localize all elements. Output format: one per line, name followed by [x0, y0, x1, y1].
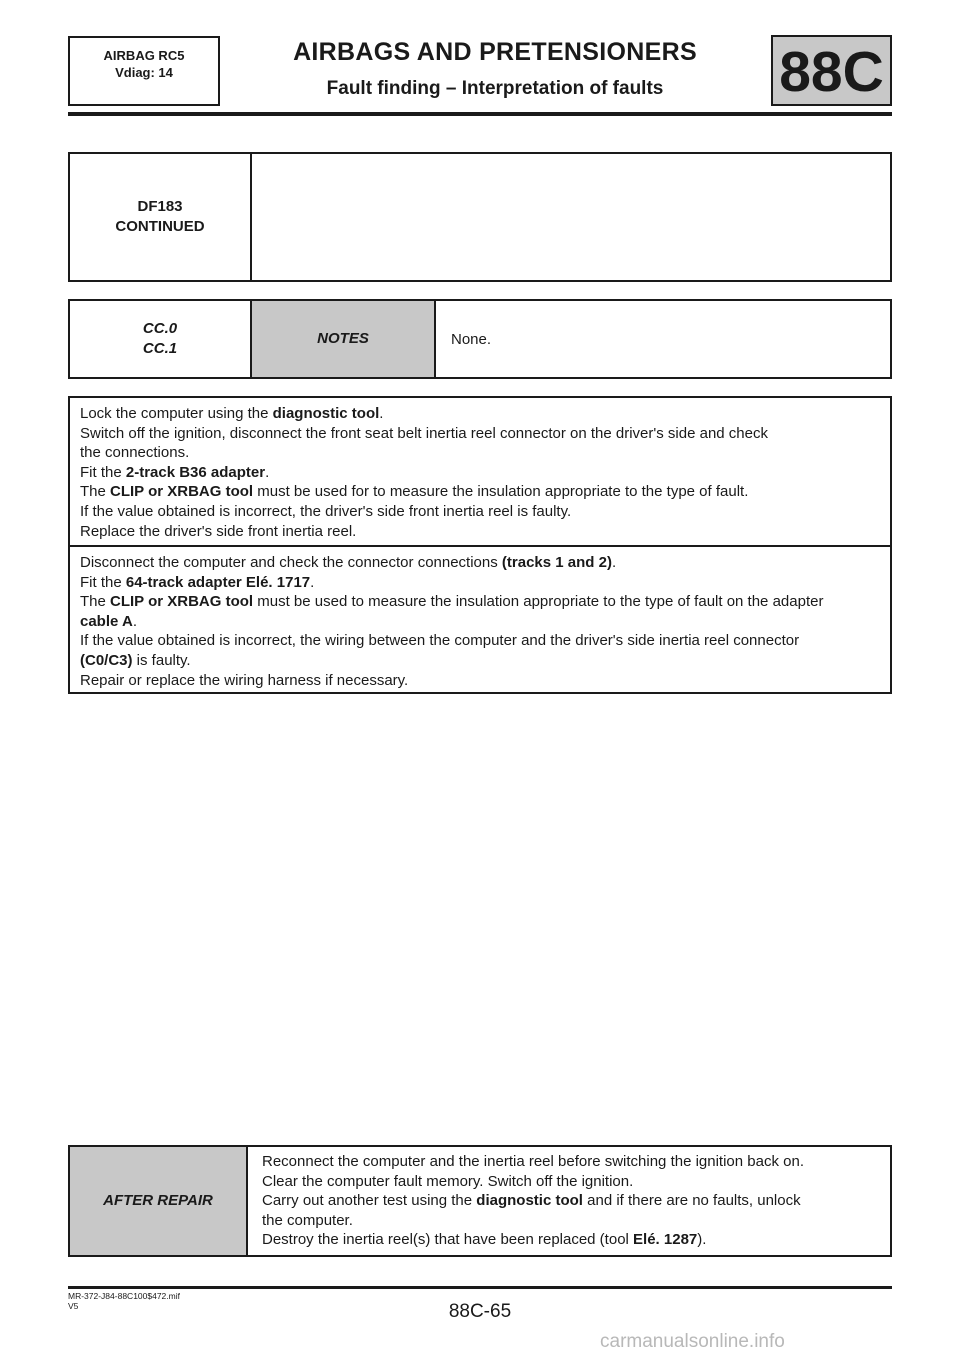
- header-vdiag: Vdiag: 14: [115, 65, 173, 80]
- text-run: Fit the: [80, 573, 126, 591]
- text-line: [262, 1211, 878, 1231]
- footer-file-ref: MR-372-J84-88C100$472.mif: [68, 1291, 180, 1301]
- text-run: If the value obtained is incorrect, the driver's side front inertia reel is faulty.: [80, 502, 572, 520]
- bold-term: diagnostic tool: [476, 1192, 583, 1210]
- text-run: Fit the: [80, 463, 126, 481]
- text-run: Clear the computer fault memory. Switch off the ignition.: [262, 1172, 634, 1190]
- procedure-step-1: [70, 397, 890, 548]
- text-line: [80, 424, 880, 444]
- text-run: .: [310, 573, 315, 591]
- header-rule: [68, 112, 892, 116]
- text-run: If the value obtained is incorrect, the wiring between the computer and the driver's side inertia reel connector: [80, 632, 800, 650]
- after-repair-label: AFTER REPAIR: [103, 1192, 213, 1210]
- fault-state-cell: [70, 301, 250, 377]
- text-line: [262, 1191, 878, 1211]
- text-run: Disconnect the computer and check the connector connections: [80, 554, 502, 571]
- text-run: The: [80, 593, 111, 611]
- text-line: [80, 502, 880, 522]
- page-title: AIRBAGS AND PRETENSIONERS: [293, 38, 697, 66]
- bold-term: 64-track adapter Elé. 1717: [125, 573, 311, 591]
- text-run: the computer.: [262, 1211, 353, 1229]
- text-run: Switch off the ignition, disconnect the front seat belt inertia reel connector on the driver's side and check: [80, 424, 768, 442]
- text-run: is faulty.: [132, 651, 191, 669]
- text-run: Carry out another test using the: [262, 1192, 477, 1210]
- text-run: Lock the computer using the: [80, 405, 273, 422]
- text-line: [80, 404, 880, 424]
- header-model-box: [68, 36, 220, 106]
- fault-state-2: CC.1: [142, 340, 178, 357]
- bold-term: Elé. 1287: [633, 1231, 698, 1249]
- fault-state-1: CC.0: [142, 320, 178, 338]
- procedure-step-2: [70, 546, 890, 697]
- after-repair-divider: [246, 1145, 248, 1257]
- text-run: must be used to measure the insulation appropriate to the type of fault on the adapter: [253, 593, 824, 611]
- text-line: [80, 631, 880, 651]
- text-run: Reconnect the computer and the inertia reel before switching the ignition back on.: [262, 1153, 804, 1170]
- text-line: [80, 482, 880, 502]
- fault-box-divider: [250, 152, 252, 282]
- text-run: and if there are no faults, unlock: [582, 1192, 801, 1210]
- text-line: [80, 443, 880, 463]
- text-run: the connections.: [80, 444, 190, 462]
- text-line: [80, 612, 880, 632]
- text-line: [262, 1152, 878, 1172]
- text-line: [80, 651, 880, 671]
- page-number: 88C-65: [448, 1301, 512, 1322]
- notes-text: None.: [451, 331, 492, 348]
- text-line: [80, 463, 880, 483]
- text-run: Replace the driver's side front inertia reel.: [80, 522, 357, 540]
- bold-term: diagnostic tool: [272, 405, 380, 422]
- watermark: carmanualsonline.info: [600, 1331, 785, 1352]
- text-line: [80, 553, 880, 573]
- text-run: must be used for to measure the insulation appropriate to the type of fault.: [253, 483, 749, 501]
- fault-code-cell: [70, 154, 250, 280]
- text-line: [80, 671, 880, 691]
- notes-divider-2: [434, 299, 436, 379]
- after-repair-text: [252, 1146, 888, 1257]
- text-run: Destroy the inertia reel(s) that have been replaced (tool: [262, 1231, 634, 1249]
- section-code-badge: 88C: [771, 35, 892, 106]
- text-run: Repair or replace the wiring harness if necessary.: [80, 671, 409, 689]
- bold-term: (C0/C3): [80, 651, 133, 669]
- text-run: .: [132, 612, 137, 630]
- text-line: [262, 1172, 878, 1192]
- notes-label: NOTES: [317, 330, 369, 348]
- text-run: .: [379, 405, 384, 422]
- text-line: [80, 592, 880, 612]
- bold-term: cable A: [80, 612, 133, 630]
- bold-term: CLIP or XRBAG tool: [110, 483, 254, 501]
- bold-term: CLIP or XRBAG tool: [110, 593, 254, 611]
- text-run: ).: [697, 1231, 707, 1249]
- bold-term: 2-track B36 adapter: [125, 463, 266, 481]
- text-line: [262, 1230, 878, 1250]
- text-line: [80, 573, 880, 593]
- footer-version: V5: [68, 1301, 79, 1311]
- fault-code: DF183: [137, 198, 183, 216]
- bold-term: (tracks 1 and 2): [501, 554, 612, 571]
- text-run: .: [265, 463, 270, 481]
- text-run: .: [611, 554, 617, 571]
- footer-rule: [68, 1286, 892, 1289]
- fault-status: CONTINUED: [115, 218, 205, 235]
- header-model: AIRBAG RC5: [103, 48, 185, 63]
- text-run: The: [80, 483, 111, 501]
- text-line: [80, 522, 880, 542]
- page-subtitle: Fault finding – Interpretation of faults: [326, 78, 664, 99]
